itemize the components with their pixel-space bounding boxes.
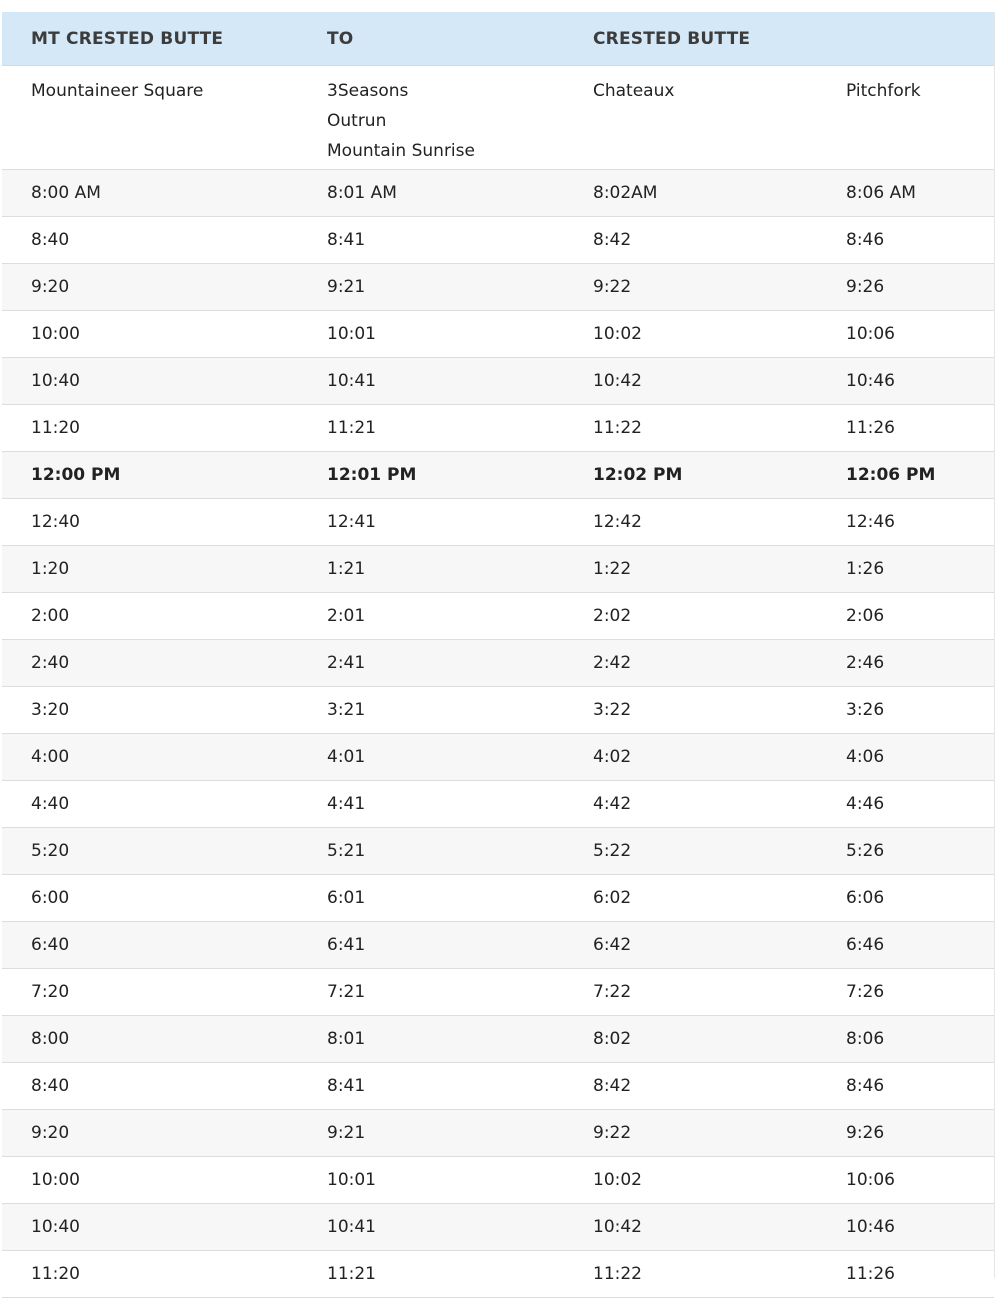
time-cell: 2:01 xyxy=(298,593,564,640)
time-cell: 11:22 xyxy=(564,1251,817,1298)
table-row xyxy=(2,922,994,969)
time-cell: 10:02 xyxy=(564,311,817,358)
time-cell: 1:21 xyxy=(298,546,564,593)
time-cell: 7:21 xyxy=(298,969,564,1016)
time-cell: 11:26 xyxy=(817,1251,994,1298)
time-cell: 8:06 AM xyxy=(817,170,994,217)
time-cell: 10:01 xyxy=(298,1157,564,1204)
time-cell: 12:02 PM xyxy=(564,452,817,499)
table-row xyxy=(2,170,994,217)
time-cell: 9:26 xyxy=(817,264,994,311)
time-cell: 8:01 AM xyxy=(298,170,564,217)
time-cell: 12:42 xyxy=(564,499,817,546)
time-cell: 4:46 xyxy=(817,781,994,828)
time-cell: 6:42 xyxy=(564,922,817,969)
time-cell: 4:00 xyxy=(2,734,298,781)
time-cell: 2:02 xyxy=(564,593,817,640)
time-cell: 10:06 xyxy=(817,311,994,358)
header-to: TO xyxy=(298,12,564,66)
table-header xyxy=(2,12,994,66)
time-cell: 10:02 xyxy=(564,1157,817,1204)
table-row xyxy=(2,969,994,1016)
time-cell: 12:00 PM xyxy=(2,452,298,499)
stop-name: Mountain Sunrise xyxy=(327,141,475,161)
time-cell: 8:41 xyxy=(298,1063,564,1110)
time-cell: 9:21 xyxy=(298,264,564,311)
time-cell: 8:01 xyxy=(298,1016,564,1063)
time-cell: 9:21 xyxy=(298,1110,564,1157)
time-cell: 11:21 xyxy=(298,405,564,452)
time-cell: 3:22 xyxy=(564,687,817,734)
time-cell: 6:02 xyxy=(564,875,817,922)
header-row xyxy=(2,12,994,66)
time-cell: 3:21 xyxy=(298,687,564,734)
time-cell: 1:20 xyxy=(2,546,298,593)
table-row xyxy=(2,1110,994,1157)
table-row xyxy=(2,405,994,452)
bus-schedule-table xyxy=(2,12,994,1298)
time-cell: 12:41 xyxy=(298,499,564,546)
time-cell: 12:40 xyxy=(2,499,298,546)
time-cell: 9:20 xyxy=(2,1110,298,1157)
schedule-container xyxy=(2,12,994,1298)
table-row xyxy=(2,781,994,828)
time-cell: 2:00 xyxy=(2,593,298,640)
time-cell: 10:06 xyxy=(817,1157,994,1204)
table-row xyxy=(2,1063,994,1110)
time-cell: 10:01 xyxy=(298,311,564,358)
time-cell: 6:40 xyxy=(2,922,298,969)
header-destination: CRESTED BUTTE xyxy=(564,12,817,66)
table-row xyxy=(2,264,994,311)
time-cell: 8:46 xyxy=(817,217,994,264)
table-row xyxy=(2,358,994,405)
time-cell: 2:42 xyxy=(564,640,817,687)
table-row xyxy=(2,593,994,640)
stop-name: Outrun xyxy=(327,111,387,131)
time-cell: 10:46 xyxy=(817,1204,994,1251)
time-cell: 8:40 xyxy=(2,217,298,264)
time-cell: 10:42 xyxy=(564,1204,817,1251)
stop-cell-col4 xyxy=(817,66,994,170)
table-row xyxy=(2,499,994,546)
time-cell: 10:40 xyxy=(2,1204,298,1251)
time-cell: 10:00 xyxy=(2,311,298,358)
time-cell: 9:26 xyxy=(817,1110,994,1157)
time-cell: 3:20 xyxy=(2,687,298,734)
time-cell: 2:40 xyxy=(2,640,298,687)
stop-cell-col1 xyxy=(2,66,298,170)
time-cell: 8:00 AM xyxy=(2,170,298,217)
time-cell: 7:22 xyxy=(564,969,817,1016)
time-cell: 6:46 xyxy=(817,922,994,969)
table-row xyxy=(2,1204,994,1251)
right-edge-divider xyxy=(994,12,995,1278)
time-cell: 2:06 xyxy=(817,593,994,640)
stop-name: 3Seasons xyxy=(327,81,409,101)
time-cell: 9:20 xyxy=(2,264,298,311)
table-row xyxy=(2,687,994,734)
time-cell: 9:22 xyxy=(564,264,817,311)
table-row xyxy=(2,1251,994,1298)
table-row xyxy=(2,1157,994,1204)
time-cell: 4:42 xyxy=(564,781,817,828)
time-cell: 10:41 xyxy=(298,358,564,405)
table-row xyxy=(2,640,994,687)
table-row xyxy=(2,546,994,593)
time-cell: 8:41 xyxy=(298,217,564,264)
time-cell: 10:40 xyxy=(2,358,298,405)
header-blank xyxy=(817,12,994,66)
time-cell: 6:06 xyxy=(817,875,994,922)
time-cell: 11:21 xyxy=(298,1251,564,1298)
time-cell: 1:26 xyxy=(817,546,994,593)
stop-name: Mountaineer Square xyxy=(31,81,204,101)
stop-cell-col2 xyxy=(298,66,564,170)
time-cell: 11:26 xyxy=(817,405,994,452)
table-row xyxy=(2,217,994,264)
time-cell: 12:01 PM xyxy=(298,452,564,499)
time-cell: 5:26 xyxy=(817,828,994,875)
time-cell: 10:46 xyxy=(817,358,994,405)
table-body xyxy=(2,66,994,1298)
stop-name: Pitchfork xyxy=(846,81,921,101)
time-cell: 10:41 xyxy=(298,1204,564,1251)
time-cell: 11:20 xyxy=(2,1251,298,1298)
time-cell: 11:22 xyxy=(564,405,817,452)
time-cell: 8:02AM xyxy=(564,170,817,217)
time-cell: 10:00 xyxy=(2,1157,298,1204)
time-cell: 12:06 PM xyxy=(817,452,994,499)
table-row xyxy=(2,452,994,499)
time-cell: 4:06 xyxy=(817,734,994,781)
table-row xyxy=(2,734,994,781)
time-cell: 4:02 xyxy=(564,734,817,781)
time-cell: 8:42 xyxy=(564,1063,817,1110)
time-cell: 7:26 xyxy=(817,969,994,1016)
table-row xyxy=(2,875,994,922)
table-row xyxy=(2,311,994,358)
time-cell: 5:20 xyxy=(2,828,298,875)
time-cell: 8:46 xyxy=(817,1063,994,1110)
time-cell: 6:00 xyxy=(2,875,298,922)
header-origin: MT CRESTED BUTTE xyxy=(2,12,298,66)
time-cell: 4:41 xyxy=(298,781,564,828)
time-cell: 10:42 xyxy=(564,358,817,405)
time-cell: 8:02 xyxy=(564,1016,817,1063)
time-cell: 2:46 xyxy=(817,640,994,687)
time-cell: 8:40 xyxy=(2,1063,298,1110)
time-cell: 8:00 xyxy=(2,1016,298,1063)
time-cell: 11:20 xyxy=(2,405,298,452)
time-cell: 5:21 xyxy=(298,828,564,875)
time-cell: 8:42 xyxy=(564,217,817,264)
time-cell: 4:40 xyxy=(2,781,298,828)
table-row xyxy=(2,1016,994,1063)
time-cell: 12:46 xyxy=(817,499,994,546)
time-cell: 8:06 xyxy=(817,1016,994,1063)
time-cell: 3:26 xyxy=(817,687,994,734)
time-cell: 9:22 xyxy=(564,1110,817,1157)
stop-name: Chateaux xyxy=(593,81,675,101)
time-cell: 5:22 xyxy=(564,828,817,875)
stop-cell-col3 xyxy=(564,66,817,170)
time-cell: 2:41 xyxy=(298,640,564,687)
time-cell: 6:01 xyxy=(298,875,564,922)
time-cell: 4:01 xyxy=(298,734,564,781)
time-cell: 1:22 xyxy=(564,546,817,593)
time-cell: 7:20 xyxy=(2,969,298,1016)
time-cell: 6:41 xyxy=(298,922,564,969)
stops-row xyxy=(2,66,994,170)
table-row xyxy=(2,828,994,875)
